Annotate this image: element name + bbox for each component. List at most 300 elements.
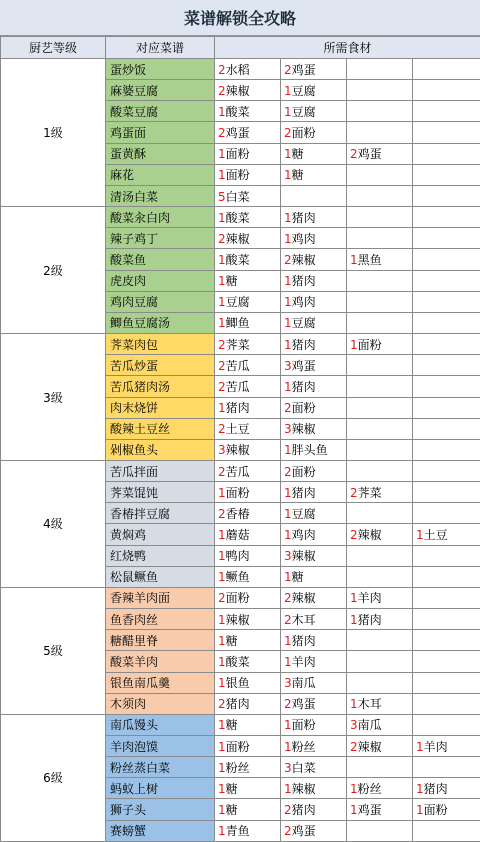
ingredient-cell — [413, 693, 480, 714]
ingredient-cell — [413, 228, 480, 249]
ingredient-cell — [215, 736, 281, 757]
ingredient-qty: 1 — [350, 697, 358, 711]
ingredient-name: 酸菜 — [226, 105, 250, 119]
ingredient-cell — [413, 672, 480, 693]
ingredient-cell — [347, 312, 413, 333]
ingredient-name: 猪肉 — [226, 697, 250, 711]
ingredient-name: 辣椒 — [226, 84, 250, 98]
ingredient-qty: 1 — [218, 634, 226, 648]
ingredient-name: 糖 — [226, 803, 238, 817]
ingredient-cell — [413, 736, 480, 757]
ingredient-cell — [215, 587, 281, 608]
ingredient-cell — [215, 672, 281, 693]
ingredient-name: 羊肉 — [424, 740, 448, 754]
ingredient-cell — [347, 101, 413, 122]
ingredient-cell — [347, 59, 413, 80]
ingredient-cell — [413, 122, 480, 143]
ingredient-name: 鸡肉 — [292, 232, 316, 246]
ingredient-qty: 1 — [218, 316, 226, 330]
ingredient-name: 面粉 — [226, 591, 250, 605]
ingredient-cell — [215, 228, 281, 249]
ingredient-cell — [215, 757, 281, 778]
dish-cell: 麻花 — [106, 164, 215, 185]
ingredient-name: 粉丝 — [292, 740, 316, 754]
ingredient-cell — [413, 334, 480, 355]
ingredient-cell — [281, 736, 347, 757]
ingredient-qty: 1 — [284, 507, 292, 521]
ingredient-cell — [215, 566, 281, 587]
ingredient-cell — [413, 101, 480, 122]
ingredient-cell — [281, 672, 347, 693]
ingredient-qty: 1 — [284, 232, 292, 246]
ingredient-cell — [347, 355, 413, 376]
ingredient-cell — [281, 503, 347, 524]
ingredient-name: 面粉 — [226, 147, 250, 161]
ingredient-qty: 1 — [284, 443, 292, 457]
ingredient-name: 鲫鱼 — [226, 316, 250, 330]
page-title: 菜谱解锁全攻略 — [0, 0, 480, 36]
ingredient-qty: 1 — [284, 380, 292, 394]
ingredient-cell — [281, 291, 347, 312]
ingredient-name: 鸡蛋 — [292, 824, 316, 838]
ingredient-name: 糖 — [226, 782, 238, 796]
dish-cell: 木须肉 — [106, 693, 215, 714]
ingredient-qty: 1 — [218, 761, 226, 775]
ingredient-cell — [281, 609, 347, 630]
ingredient-name: 羊肉 — [292, 655, 316, 669]
ingredient-qty: 2 — [284, 63, 292, 77]
ingredient-name: 粉丝 — [226, 761, 250, 775]
ingredient-name: 豆腐 — [226, 295, 250, 309]
ingredient-name: 荠菜 — [358, 486, 382, 500]
ingredient-name: 面粉 — [292, 465, 316, 479]
ingredient-cell — [347, 460, 413, 481]
ingredient-cell — [413, 630, 480, 651]
ingredient-name: 辣椒 — [292, 422, 316, 436]
ingredient-cell — [347, 207, 413, 228]
ingredient-name: 猪肉 — [292, 486, 316, 500]
ingredient-cell — [215, 334, 281, 355]
dish-cell: 蛋黄酥 — [106, 143, 215, 164]
ingredient-cell — [281, 714, 347, 735]
dish-cell: 红烧鸭 — [106, 545, 215, 566]
dish-cell: 黄焖鸡 — [106, 524, 215, 545]
ingredient-name: 面粉 — [358, 338, 382, 352]
ingredient-cell — [281, 334, 347, 355]
ingredient-name: 面粉 — [292, 126, 316, 140]
ingredient-qty: 1 — [218, 740, 226, 754]
ingredient-name: 猪肉 — [292, 211, 316, 225]
ingredient-cell — [347, 524, 413, 545]
ingredient-qty: 1 — [416, 740, 424, 754]
ingredient-qty: 1 — [350, 591, 358, 605]
level-cell: 6级 — [1, 714, 106, 841]
ingredient-name: 猪肉 — [226, 401, 250, 415]
ingredient-cell — [413, 757, 480, 778]
ingredient-cell — [413, 820, 480, 841]
dish-cell: 剁椒鱼头 — [106, 439, 215, 460]
dish-cell: 南瓜馒头 — [106, 714, 215, 735]
ingredient-cell — [347, 249, 413, 270]
dish-cell: 酸菜鱼 — [106, 249, 215, 270]
dish-cell: 酸菜豆腐 — [106, 101, 215, 122]
ingredient-name: 面粉 — [226, 168, 250, 182]
ingredient-cell — [413, 207, 480, 228]
ingredient-name: 豆腐 — [292, 507, 316, 521]
dish-cell: 酸辣土豆丝 — [106, 418, 215, 439]
ingredient-name: 南瓜 — [292, 676, 316, 690]
ingredient-name: 鸡蛋 — [358, 803, 382, 817]
ingredient-cell — [281, 101, 347, 122]
ingredient-qty: 2 — [218, 63, 226, 77]
ingredient-name: 苦瓜 — [226, 359, 250, 373]
ingredient-cell — [281, 757, 347, 778]
ingredient-name: 猪肉 — [292, 274, 316, 288]
ingredient-qty: 1 — [284, 338, 292, 352]
ingredient-qty: 1 — [218, 105, 226, 119]
ingredient-cell — [347, 376, 413, 397]
ingredient-qty: 1 — [284, 211, 292, 225]
ingredient-qty: 1 — [218, 401, 226, 415]
ingredient-name: 猪肉 — [292, 338, 316, 352]
ingredient-cell — [413, 143, 480, 164]
ingredient-name: 猪肉 — [292, 803, 316, 817]
ingredient-cell — [347, 609, 413, 630]
ingredient-name: 辣椒 — [292, 591, 316, 605]
ingredient-name: 面粉 — [226, 486, 250, 500]
ingredient-cell — [347, 80, 413, 101]
ingredient-cell — [413, 185, 480, 206]
ingredient-cell — [215, 503, 281, 524]
table-row — [1, 59, 480, 80]
ingredient-cell — [413, 59, 480, 80]
ingredient-cell — [413, 524, 480, 545]
ingredient-name: 胖头鱼 — [292, 443, 328, 457]
ingredient-name: 粉丝 — [358, 782, 382, 796]
ingredient-cell — [413, 778, 480, 799]
ingredient-qty: 1 — [284, 295, 292, 309]
ingredient-cell — [281, 482, 347, 503]
ingredient-qty: 1 — [218, 549, 226, 563]
ingredient-qty: 1 — [350, 253, 358, 267]
ingredient-qty: 3 — [284, 676, 292, 690]
ingredient-cell — [347, 482, 413, 503]
ingredient-name: 鸡蛋 — [292, 63, 316, 77]
ingredient-cell — [413, 249, 480, 270]
ingredient-qty: 2 — [350, 147, 358, 161]
ingredient-cell — [281, 355, 347, 376]
ingredient-qty: 1 — [218, 168, 226, 182]
ingredient-cell — [215, 524, 281, 545]
ingredient-qty: 1 — [284, 655, 292, 669]
ingredient-cell — [347, 143, 413, 164]
ingredient-qty: 1 — [284, 634, 292, 648]
ingredient-qty: 2 — [218, 507, 226, 521]
ingredient-cell — [347, 418, 413, 439]
ingredient-qty: 1 — [350, 803, 358, 817]
ingredient-qty: 1 — [218, 570, 226, 584]
ingredient-qty: 2 — [218, 422, 226, 436]
ingredient-qty: 1 — [284, 486, 292, 500]
ingredient-qty: 1 — [218, 274, 226, 288]
ingredient-cell — [215, 630, 281, 651]
ingredient-cell — [347, 185, 413, 206]
ingredient-cell — [413, 714, 480, 735]
ingredient-cell — [413, 418, 480, 439]
ingredient-cell — [413, 164, 480, 185]
ingredient-cell — [215, 143, 281, 164]
ingredient-qty: 1 — [218, 718, 226, 732]
dish-cell: 鲫鱼豆腐汤 — [106, 312, 215, 333]
ingredient-cell — [215, 778, 281, 799]
ingredient-qty: 2 — [218, 359, 226, 373]
ingredient-cell — [215, 439, 281, 460]
ingredient-cell — [413, 482, 480, 503]
ingredient-qty: 1 — [218, 147, 226, 161]
ingredient-cell — [215, 418, 281, 439]
ingredient-qty: 2 — [284, 803, 292, 817]
ingredient-qty: 3 — [284, 549, 292, 563]
ingredient-cell — [347, 397, 413, 418]
ingredient-qty: 1 — [218, 655, 226, 669]
ingredient-qty: 2 — [218, 126, 226, 140]
ingredient-name: 辣椒 — [358, 528, 382, 542]
level-cell: 4级 — [1, 460, 106, 587]
ingredient-cell — [413, 651, 480, 672]
ingredient-qty: 3 — [350, 718, 358, 732]
ingredient-cell — [215, 185, 281, 206]
ingredient-cell — [413, 291, 480, 312]
ingredient-name: 豆腐 — [292, 316, 316, 330]
ingredient-name: 糖 — [226, 274, 238, 288]
ingredient-cell — [281, 778, 347, 799]
ingredient-name: 面粉 — [292, 718, 316, 732]
header-level: 厨艺等级 — [1, 37, 106, 59]
ingredient-qty: 1 — [218, 824, 226, 838]
ingredient-name: 土豆 — [226, 422, 250, 436]
header-ingredients: 所需食材 — [215, 37, 480, 59]
ingredient-qty: 2 — [284, 591, 292, 605]
ingredient-cell — [215, 820, 281, 841]
ingredient-cell — [215, 249, 281, 270]
ingredient-qty: 3 — [284, 359, 292, 373]
ingredient-name: 酸菜 — [226, 253, 250, 267]
ingredient-cell — [215, 609, 281, 630]
recipe-table — [0, 36, 480, 842]
table-row — [1, 587, 480, 608]
ingredient-name: 猪肉 — [358, 613, 382, 627]
table-row — [1, 714, 480, 735]
ingredient-qty: 2 — [218, 465, 226, 479]
ingredient-cell — [413, 566, 480, 587]
ingredient-cell — [281, 249, 347, 270]
dish-cell: 酸菜汆白肉 — [106, 207, 215, 228]
ingredient-qty: 1 — [284, 570, 292, 584]
ingredient-qty: 1 — [218, 211, 226, 225]
ingredient-name: 土豆 — [424, 528, 448, 542]
ingredient-name: 猪肉 — [424, 782, 448, 796]
ingredient-cell — [281, 460, 347, 481]
ingredient-cell — [215, 122, 281, 143]
ingredient-cell — [215, 376, 281, 397]
ingredient-cell — [347, 439, 413, 460]
ingredient-qty: 1 — [218, 253, 226, 267]
ingredient-cell — [281, 439, 347, 460]
ingredient-name: 辣椒 — [226, 232, 250, 246]
dish-cell: 蚂蚁上树 — [106, 778, 215, 799]
dish-cell: 香辣羊肉面 — [106, 587, 215, 608]
ingredient-name: 鸡肉 — [292, 528, 316, 542]
dish-cell: 鱼香肉丝 — [106, 609, 215, 630]
ingredient-qty: 1 — [218, 803, 226, 817]
ingredient-cell — [347, 122, 413, 143]
ingredient-qty: 1 — [218, 295, 226, 309]
dish-cell: 苦瓜拌面 — [106, 460, 215, 481]
ingredient-cell — [215, 799, 281, 820]
ingredient-qty: 1 — [218, 486, 226, 500]
ingredient-name: 鸡蛋 — [358, 147, 382, 161]
ingredient-qty: 2 — [284, 253, 292, 267]
ingredient-name: 酸菜 — [226, 211, 250, 225]
ingredient-name: 辣椒 — [226, 443, 250, 457]
dish-cell: 苦瓜猪肉汤 — [106, 376, 215, 397]
ingredient-cell — [413, 376, 480, 397]
ingredient-qty: 1 — [416, 782, 424, 796]
ingredient-name: 香椿 — [226, 507, 250, 521]
ingredient-name: 糖 — [292, 147, 304, 161]
ingredient-qty: 1 — [218, 613, 226, 627]
ingredient-name: 糖 — [226, 634, 238, 648]
ingredient-cell — [281, 270, 347, 291]
ingredient-cell — [413, 460, 480, 481]
ingredient-cell — [347, 270, 413, 291]
ingredient-qty: 1 — [284, 274, 292, 288]
ingredient-qty: 1 — [284, 740, 292, 754]
ingredient-name: 猪肉 — [292, 634, 316, 648]
ingredient-cell — [347, 714, 413, 735]
ingredient-qty: 1 — [284, 105, 292, 119]
ingredient-cell — [281, 566, 347, 587]
ingredient-qty: 1 — [284, 168, 292, 182]
ingredient-cell — [215, 397, 281, 418]
ingredient-name: 黑鱼 — [358, 253, 382, 267]
ingredient-cell — [281, 693, 347, 714]
dish-cell: 香椿拌豆腐 — [106, 503, 215, 524]
ingredient-cell — [281, 185, 347, 206]
level-cell: 2级 — [1, 207, 106, 334]
ingredient-cell — [215, 651, 281, 672]
ingredient-name: 鸭肉 — [226, 549, 250, 563]
ingredient-qty: 2 — [284, 126, 292, 140]
ingredient-cell — [281, 207, 347, 228]
ingredient-qty: 3 — [284, 422, 292, 436]
ingredient-cell — [215, 164, 281, 185]
ingredient-cell — [347, 736, 413, 757]
ingredient-name: 面粉 — [292, 401, 316, 415]
ingredient-cell — [347, 651, 413, 672]
table-row — [1, 207, 480, 228]
ingredient-name: 蘑菇 — [226, 528, 250, 542]
dish-cell: 虎皮肉 — [106, 270, 215, 291]
ingredient-name: 糖 — [292, 570, 304, 584]
ingredient-cell — [281, 397, 347, 418]
dish-cell: 清汤白菜 — [106, 185, 215, 206]
level-cell: 1级 — [1, 59, 106, 207]
level-cell: 5级 — [1, 587, 106, 714]
ingredient-cell — [215, 291, 281, 312]
ingredient-name: 鳜鱼 — [226, 570, 250, 584]
ingredient-name: 苦瓜 — [226, 380, 250, 394]
ingredient-name: 白菜 — [226, 190, 250, 204]
ingredient-cell — [215, 80, 281, 101]
ingredient-cell — [215, 270, 281, 291]
ingredient-cell — [347, 693, 413, 714]
ingredient-cell — [347, 799, 413, 820]
ingredient-qty: 2 — [284, 824, 292, 838]
ingredient-name: 木耳 — [358, 697, 382, 711]
ingredient-cell — [281, 228, 347, 249]
ingredient-name: 面粉 — [424, 803, 448, 817]
ingredient-cell — [281, 651, 347, 672]
ingredient-cell — [347, 545, 413, 566]
table-header-row — [1, 37, 480, 59]
ingredient-name: 辣椒 — [292, 782, 316, 796]
ingredient-qty: 1 — [284, 528, 292, 542]
ingredient-cell — [347, 566, 413, 587]
ingredient-qty: 1 — [284, 718, 292, 732]
level-cell: 3级 — [1, 334, 106, 461]
ingredient-cell — [281, 630, 347, 651]
ingredient-cell — [413, 545, 480, 566]
dish-cell: 鸡肉豆腐 — [106, 291, 215, 312]
ingredient-qty: 1 — [284, 84, 292, 98]
ingredient-cell — [347, 757, 413, 778]
ingredient-cell — [281, 587, 347, 608]
ingredient-name: 糖 — [226, 718, 238, 732]
ingredient-qty: 1 — [350, 782, 358, 796]
dish-cell: 酸菜羊肉 — [106, 651, 215, 672]
dish-cell: 银鱼南瓜羹 — [106, 672, 215, 693]
ingredient-cell — [281, 164, 347, 185]
ingredient-cell — [413, 503, 480, 524]
ingredient-name: 苦瓜 — [226, 465, 250, 479]
ingredient-qty: 3 — [218, 443, 226, 457]
ingredient-cell — [413, 270, 480, 291]
ingredient-name: 辣椒 — [292, 549, 316, 563]
ingredient-cell — [413, 355, 480, 376]
ingredient-cell — [215, 355, 281, 376]
dish-cell: 麻婆豆腐 — [106, 80, 215, 101]
dish-cell: 鸡蛋面 — [106, 122, 215, 143]
ingredient-cell — [413, 609, 480, 630]
ingredient-cell — [347, 630, 413, 651]
ingredient-name: 猪肉 — [292, 380, 316, 394]
ingredient-cell — [215, 207, 281, 228]
ingredient-qty: 2 — [284, 465, 292, 479]
ingredient-name: 豆腐 — [292, 84, 316, 98]
ingredient-cell — [281, 545, 347, 566]
ingredient-cell — [413, 587, 480, 608]
ingredient-qty: 3 — [284, 761, 292, 775]
ingredient-cell — [413, 312, 480, 333]
ingredient-cell — [215, 545, 281, 566]
ingredient-name: 鸡蛋 — [292, 697, 316, 711]
ingredient-qty: 2 — [350, 740, 358, 754]
ingredient-cell — [281, 418, 347, 439]
ingredient-qty: 2 — [284, 401, 292, 415]
ingredient-cell — [215, 460, 281, 481]
ingredient-cell — [347, 587, 413, 608]
